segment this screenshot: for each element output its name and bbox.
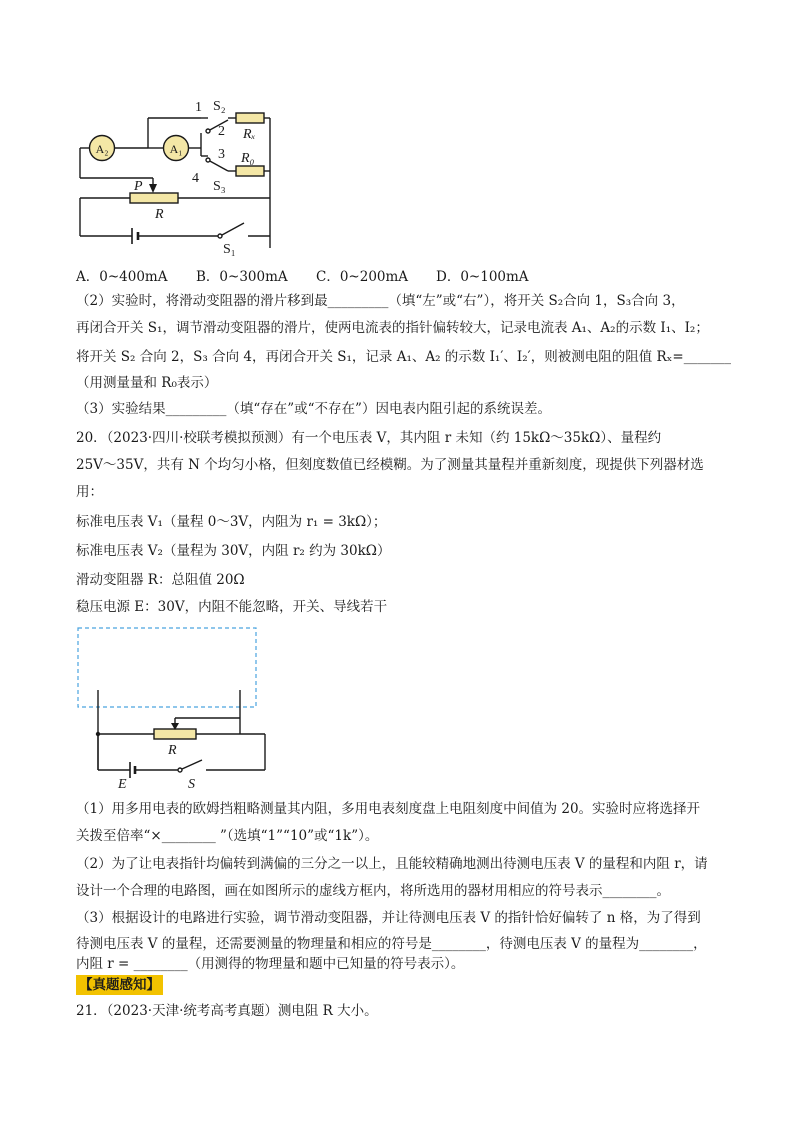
p-label: P [134,179,143,194]
q20-item-source: 稳压电源 E：30V，内阻不能忽略，开关、导线若干 [76,599,388,615]
q20-part3-line3: 内阻 r = ________（用测得的物理量和题中已知量的符号表示）。 [76,956,465,972]
q20-line3: 用： [76,484,103,500]
circuit-diagram-1 [68,98,288,258]
terminal-4-label: 4 [192,171,199,186]
terminal-3-label: 3 [218,147,225,162]
r-label: R [155,207,164,222]
rx-label: Rₓ [243,127,256,142]
q20-part3-line1: （3）根据设计的电路进行实验，调节滑动变阻器，并让待测电压表 V 的指针恰好偏转了 n 格，为了得到 [76,910,701,926]
q19-part2-line2: 再闭合开关 S₁，调节滑动变阻器的滑片，使两电流表的指针偏转较大，记录电流表 A₁、A₂的示数 I₁、I₂； [76,320,709,336]
option-d: D．0~100mA [436,269,529,285]
terminal-2-label: 2 [218,124,225,139]
q20-item-rheostat: 滑动变阻器 R：总阻值 20Ω [76,572,245,588]
q21-stem: 21．（2023·天津·统考高考真题）测电阻 R 大小。 [76,1003,378,1019]
s2-label: S₂ [213,99,226,114]
s1-label: S₁ [223,242,236,257]
q20-part3-line2: 待测电压表 V 的量程，还需要测量的物理量和相应的符号是________，待测电压表 V 的量程为________， [76,936,707,952]
q19-part2-line1: （2）实验时，将滑动变阻器的滑片移到最_________（填“左”或“右”），将开关 S₂合向 1，S₃合向 3， [76,293,685,309]
section-badge: 【真题感知】 [76,975,163,995]
q20-line2: 25V～35V，共有 N 个均匀小格，但刻度数值已经模糊。为了测量其量程并重新刻度，现提供下列器材选 [76,457,704,473]
a2-label: A₂ [95,142,109,156]
circuit-diagram-2 [70,622,270,792]
q20-line1: 20．（2023·四川·校联考模拟预测）有一个电压表 V，其内阻 r 未知（约 15kΩ～35kΩ）、量程约 [76,430,662,446]
r-label: R [168,743,177,758]
option-c: C．0~200mA [316,269,409,285]
r0-label: R₀ [241,151,255,166]
q20-part1-line2: 关拨至倍率“×________ ”（选填“1”“10”或“1k”）。 [76,828,379,844]
option-b: B．0~300mA [196,269,288,285]
s3-label: S₃ [213,179,226,194]
q19-part2-line4: （用测量量和 R₀表示） [76,375,218,391]
q19-part2-line3: 将开关 S₂ 合向 2，S₃ 合向 4，再闭合开关 S₁，记录 A₁、A₂ 的示数 I₁′、I₂′，则被测电阻的阻值 Rₓ=_______ [76,349,731,365]
dashed-box [78,628,256,707]
terminal-1-label: 1 [195,100,202,115]
option-a: A．0~400mA [76,269,168,285]
e-label: E [118,777,127,792]
q19-part3: （3）实验结果_________（填“存在”或“不存在”）因电表内阻引起的系统误差。 [76,401,551,417]
slider-arrow-icon [149,184,157,193]
q20-item-v1: 标准电压表 V₁（量程 0～3V，内阻为 r₁ = 3kΩ）； [76,514,387,530]
q20-part2-line2: 设计一个合理的电路图，画在如图所示的虚线方框内，将所选用的器材用相应的符号表示________。 [76,883,670,899]
q20-part1-line1: （1）用多用电表的欧姆挡粗略测量其内阻，多用电表刻度盘上电阻刻度中间值为 20。实验时应将选择开 [76,801,701,817]
a1-label: A₁ [169,142,183,156]
q20-item-v2: 标准电压表 V₂（量程为 30V，内阻 r₂ 约为 30kΩ） [76,543,391,559]
s-label: S [188,777,195,792]
q20-part2-line1: （2）为了让电表指针均偏转到满偏的三分之一以上，且能较精确地测出待测电压表 V 的量程和内阻 r，请 [76,856,708,872]
